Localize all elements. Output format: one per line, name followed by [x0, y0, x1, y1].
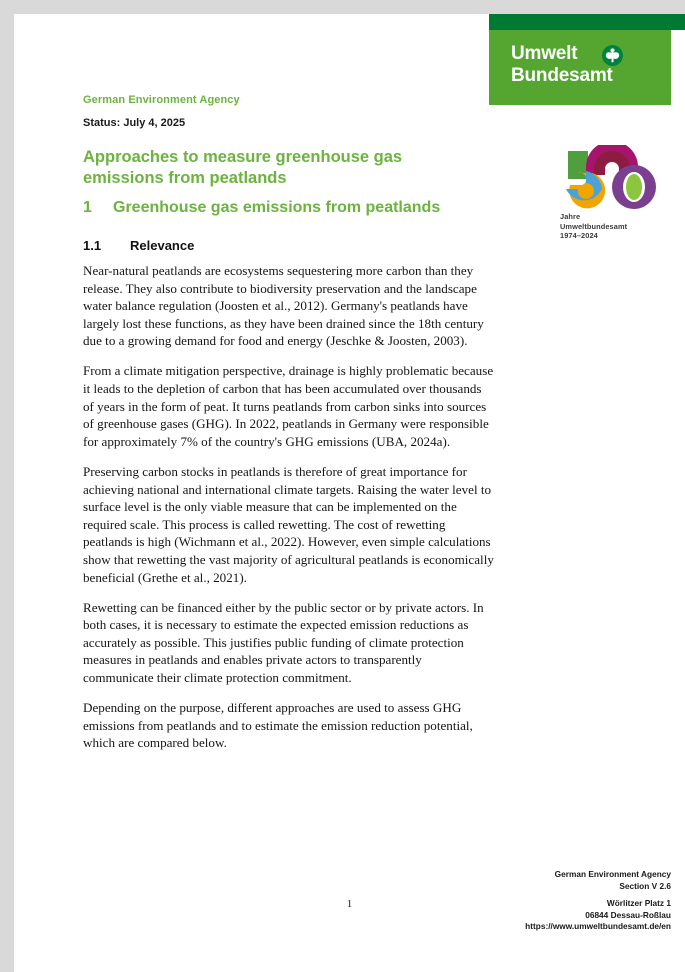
page-number: 1 — [346, 898, 353, 910]
footer-org: German Environment Agency — [554, 869, 671, 879]
body-paragraph: Preserving carbon stocks in peatlands is therefore of great importance for achieving national and international climate targets. Raising the water level to surface level is the only viable measure that can be implemented on the required scale. This process is called rewetting. The cost of rewetting peatlands is high (Wichmann et al., 2022). However, even simple calculations show that rewetting the vast majority of agricultural peatlands is economically beneficial (Grethe et al., 2021). — [83, 463, 494, 585]
brand-wordmark-line2: Bundesamt — [511, 65, 613, 86]
body-paragraph: Near-natural peatlands are ecosystems sequestering more carbon than they release. They also contribute to biodiversity preservation and the landscape water balance regulation (Joosten et al., 2012). Germany's peatlands have largely lost these functions, as they have been drained since the 18th century due to a growing demand for food and energy (Jeschke & Joosten, 2003). — [83, 263, 484, 349]
chapter-number: 1 — [83, 199, 92, 216]
umweltbundesamt-logo-block — [489, 30, 671, 105]
anniversary-caption-line3: 1974–2024 — [560, 231, 598, 241]
section-heading — [83, 238, 503, 253]
agency-label: German Environment Agency — [83, 94, 240, 106]
footer-section: Section V 2.6 — [619, 880, 671, 891]
anniversary-caption-line1: Jahre — [560, 212, 581, 221]
anniversary-caption-line2: Umweltbundesamt — [560, 221, 628, 231]
footer-city: 06844 Dessau-Roßlau — [585, 909, 671, 920]
brand-top-bar — [489, 14, 685, 30]
body-paragraph: Depending on the purpose, different approaches are used to assess GHG emissions from peatlands and to estimate the emission reduction potential, which are compared below. — [83, 700, 473, 751]
body-text — [83, 262, 495, 764]
footer-street: Wörlitzer Platz 1 — [606, 898, 671, 908]
anniversary-caption — [560, 212, 627, 241]
section-title: Relevance — [130, 238, 195, 253]
document-page — [14, 14, 685, 972]
chapter-title: Greenhouse gas emissions from peatlands — [113, 199, 441, 216]
footer-url[interactable]: https://www.umweltbundesamt.de/en — [525, 921, 671, 931]
body-paragraph: From a climate mitigation perspective, drainage is highly problematic because it leads to the depletion of carbon that has been accumulated over thousands of years in the form of peat. It turns peatlands from carbon sinks into sources of greenhouse gases (GHG). In 2022, peatlands in Germany were responsible for approximately 7% of the country's GHG emissions (UBA, 2024a). — [83, 363, 494, 449]
umweltbundesamt-leaf-icon — [602, 45, 623, 66]
status-date: Status: July 4, 2025 — [83, 117, 186, 129]
brand-wordmark — [511, 43, 613, 87]
page-title: Approaches to measure greenhouse gas emissions from peatlands — [83, 148, 403, 187]
body-paragraph: Rewetting can be financed either by the public sector or by private actors. In both cases, it is necessary to estimate the expected emission reductions as accurately as possible. This justifies public funding of climate protection measures in peatlands and enables private actors to transparently communicate their climate protection commitment. — [83, 599, 484, 685]
section-number: 1.1 — [83, 238, 102, 253]
chapter-heading — [83, 197, 503, 218]
brand-wordmark-line1: Umwelt — [511, 43, 578, 64]
